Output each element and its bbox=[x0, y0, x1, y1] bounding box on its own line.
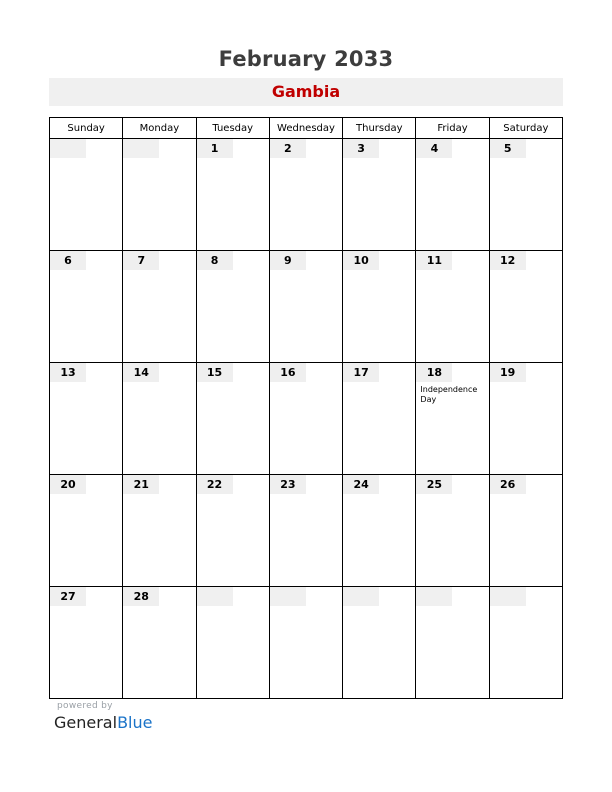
day-cell bbox=[489, 139, 562, 251]
weekday-monday: Monday bbox=[123, 118, 196, 139]
day-number bbox=[343, 475, 379, 494]
day-number-text: 13 bbox=[60, 366, 76, 379]
day-number bbox=[270, 587, 306, 606]
day-number bbox=[270, 363, 306, 382]
day-number bbox=[197, 587, 233, 606]
day-cell bbox=[196, 475, 269, 587]
day-cell bbox=[123, 139, 196, 251]
day-number-text: 16 bbox=[280, 366, 296, 379]
day-number-text: 11 bbox=[426, 254, 443, 267]
week-row bbox=[50, 475, 563, 587]
day-number bbox=[123, 475, 159, 494]
day-number bbox=[490, 475, 526, 494]
day-cell bbox=[50, 139, 123, 251]
powered-by-label: powered by bbox=[57, 701, 113, 711]
day-number bbox=[123, 139, 159, 158]
day-cell bbox=[416, 475, 489, 587]
day-number bbox=[343, 251, 379, 270]
day-number bbox=[270, 251, 306, 270]
day-number bbox=[197, 139, 233, 158]
day-cell bbox=[196, 363, 269, 475]
day-cell bbox=[489, 363, 562, 475]
day-cell bbox=[196, 587, 269, 699]
day-number bbox=[416, 139, 452, 158]
day-cell bbox=[269, 363, 342, 475]
day-number bbox=[343, 139, 379, 158]
day-number-text: 7 bbox=[137, 254, 146, 267]
day-number-text: 14 bbox=[133, 366, 149, 379]
week-row bbox=[50, 363, 563, 475]
day-number bbox=[343, 363, 379, 382]
day-number bbox=[50, 475, 86, 494]
holiday-label: Independence Day bbox=[420, 385, 478, 404]
day-number bbox=[50, 587, 86, 606]
day-cell bbox=[489, 587, 562, 699]
day-cell bbox=[416, 139, 489, 251]
weekday-header-row bbox=[50, 118, 563, 139]
day-number bbox=[123, 251, 159, 270]
day-cell bbox=[123, 475, 196, 587]
day-number-text: 1 bbox=[210, 142, 219, 155]
day-cell bbox=[196, 251, 269, 363]
week-row bbox=[50, 587, 563, 699]
day-number bbox=[123, 587, 159, 606]
weekday-sunday: Sunday bbox=[50, 118, 123, 139]
day-cell bbox=[489, 251, 562, 363]
day-cell bbox=[196, 139, 269, 251]
day-cell bbox=[269, 475, 342, 587]
page-title: February 2033 bbox=[218, 47, 394, 71]
day-number bbox=[197, 251, 233, 270]
day-number-text: 20 bbox=[60, 478, 76, 491]
day-number-text: 15 bbox=[206, 366, 223, 379]
day-number-text: 26 bbox=[500, 478, 516, 491]
day-number bbox=[490, 251, 526, 270]
day-number bbox=[343, 587, 379, 606]
day-number bbox=[50, 251, 86, 270]
day-number bbox=[197, 363, 233, 382]
day-cell bbox=[269, 251, 342, 363]
day-number-text: 28 bbox=[133, 590, 149, 603]
day-cell bbox=[343, 251, 416, 363]
weekday-thursday: Thursday bbox=[343, 118, 416, 139]
day-cell bbox=[343, 363, 416, 475]
day-cell bbox=[343, 587, 416, 699]
generalblue-logo bbox=[54, 713, 152, 732]
weekday-wednesday: Wednesday bbox=[269, 118, 342, 139]
day-number bbox=[270, 475, 306, 494]
day-cell bbox=[123, 251, 196, 363]
day-number bbox=[270, 139, 306, 158]
day-number-text: 6 bbox=[64, 254, 72, 267]
day-cell bbox=[416, 587, 489, 699]
day-number-text: 12 bbox=[500, 254, 516, 267]
day-cell bbox=[123, 587, 196, 699]
day-cell bbox=[343, 139, 416, 251]
day-number-text: 2 bbox=[284, 142, 292, 155]
day-number-text: 10 bbox=[353, 254, 369, 267]
day-number bbox=[416, 363, 452, 382]
day-cell bbox=[50, 363, 123, 475]
day-number-text: 19 bbox=[500, 366, 516, 379]
day-cell bbox=[489, 475, 562, 587]
day-number bbox=[50, 139, 86, 158]
weekday-tuesday: Tuesday bbox=[196, 118, 269, 139]
day-number-text: 17 bbox=[353, 366, 369, 379]
day-number-text: 4 bbox=[430, 142, 439, 155]
day-number bbox=[416, 587, 452, 606]
day-number bbox=[197, 475, 233, 494]
day-number-text: 3 bbox=[357, 142, 365, 155]
day-cell bbox=[269, 587, 342, 699]
day-cell bbox=[123, 363, 196, 475]
day-number-text: 8 bbox=[210, 254, 219, 267]
day-cell bbox=[50, 475, 123, 587]
day-number bbox=[416, 475, 452, 494]
day-number-text: 23 bbox=[280, 478, 296, 491]
day-cell bbox=[343, 475, 416, 587]
country-name: Gambia bbox=[271, 82, 341, 101]
day-number bbox=[416, 251, 452, 270]
day-number bbox=[123, 363, 159, 382]
day-number-text: 25 bbox=[426, 478, 443, 491]
day-number-text: 27 bbox=[60, 590, 76, 603]
day-number bbox=[490, 363, 526, 382]
day-number bbox=[490, 139, 526, 158]
day-cell bbox=[416, 251, 489, 363]
brand-general: General bbox=[54, 713, 118, 732]
weekday-saturday: Saturday bbox=[489, 118, 562, 139]
day-number bbox=[490, 587, 526, 606]
country-banner bbox=[49, 78, 563, 106]
day-cell bbox=[269, 139, 342, 251]
day-number-text: 5 bbox=[503, 142, 512, 155]
day-cell bbox=[50, 251, 123, 363]
day-number-text: 22 bbox=[206, 478, 223, 491]
calendar-grid bbox=[49, 117, 563, 699]
brand-blue: Blue bbox=[117, 713, 153, 732]
day-number-text: 9 bbox=[284, 254, 292, 267]
day-number-text: 21 bbox=[133, 478, 149, 491]
day-number-text: 18 bbox=[426, 366, 443, 379]
weekday-friday: Friday bbox=[416, 118, 489, 139]
day-number bbox=[50, 363, 86, 382]
day-cell bbox=[416, 363, 489, 475]
week-row bbox=[50, 139, 563, 251]
week-row bbox=[50, 251, 563, 363]
day-cell bbox=[50, 587, 123, 699]
day-number-text: 24 bbox=[353, 478, 369, 491]
